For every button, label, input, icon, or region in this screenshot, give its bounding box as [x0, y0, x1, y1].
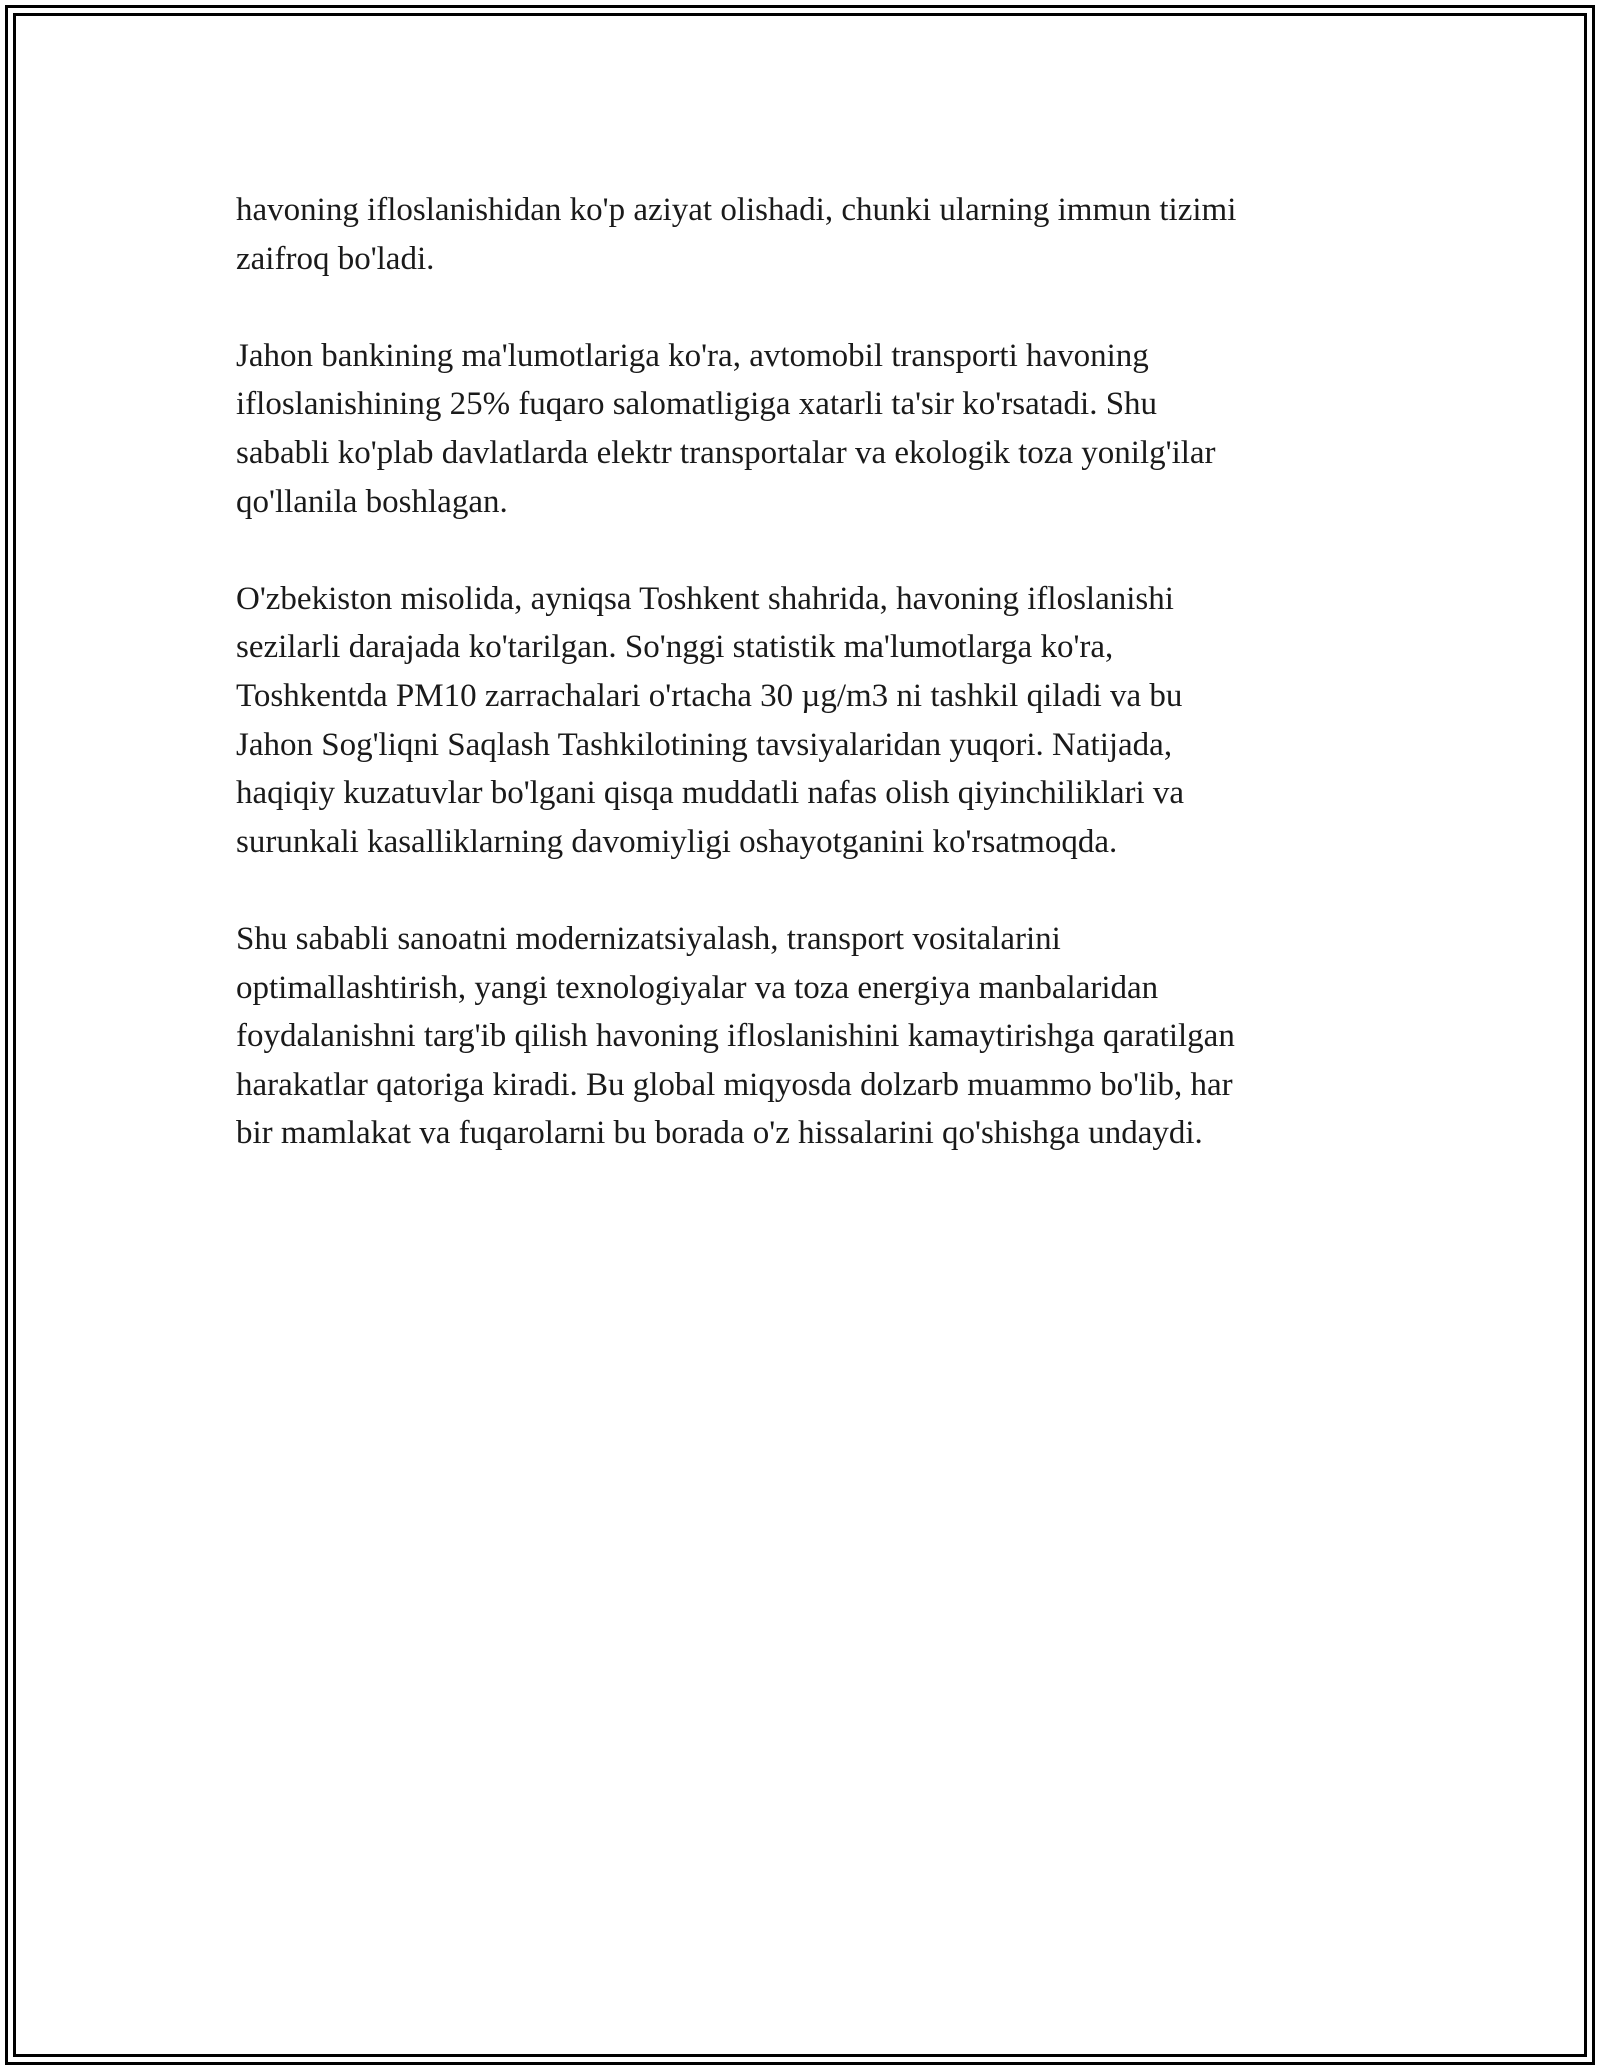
text-line: surunkali kasalliklarning davomiyligi oshayotganini ko'rsatmoqda.	[236, 823, 1118, 860]
paragraph-2	[236, 332, 1376, 526]
document-body	[236, 186, 1376, 1206]
text-line: O'zbekiston misolida, ayniqsa Toshkent shahrida, havoning ifloslanishi	[236, 580, 1174, 617]
text-line: ifloslanishining 25% fuqaro salomatligiga xatarli ta'sir ko'rsatadi. Shu	[236, 386, 1158, 423]
text-line: foydalanishni targ'ib qilish havoning ifloslanishini kamaytirishga qaratilgan	[236, 1018, 1235, 1055]
text-line: Toshkentda PM10 zarrachalari o'rtacha 30 µg/m3 ni tashkil qiladi va bu	[236, 677, 1183, 714]
text-line: haqiqiy kuzatuvlar bo'lgani qisqa muddatli nafas olish qiyinchiliklari va	[236, 775, 1185, 812]
paragraph-3	[236, 575, 1376, 867]
text-line: havoning ifloslanishidan ko'p aziyat olishadi, chunki ularning immun tizimi	[236, 192, 1237, 228]
text-line: sezilarli darajada ko'tarilgan. So'nggi statistik ma'lumotlarga ko'ra,	[236, 629, 1114, 666]
text-line: Jahon bankining ma'lumotlariga ko'ra, avtomobil transporti havoning	[236, 337, 1149, 374]
text-line: harakatlar qatoriga kiradi. Bu global miqyosda dolzarb muammo bo'lib, har	[236, 1066, 1233, 1103]
paragraph-1	[236, 186, 1376, 283]
text-line: Shu sababli sanoatni modernizatsiyalash, transport vositalarini	[236, 920, 1061, 957]
text-line: bir mamlakat va fuqarolarni bu borada o'z hissalarini qo'shishga undaydi.	[236, 1115, 1203, 1152]
text-line: qo'llanila boshlagan.	[236, 483, 508, 520]
paragraph-4	[236, 915, 1376, 1158]
text-line: Jahon Sog'liqni Saqlash Tashkilotining tavsiyalaridan yuqori. Natijada,	[236, 726, 1173, 763]
text-line: sababli ko'plab davlatlarda elektr transportalar va ekologik toza yonilg'ilar	[236, 434, 1216, 471]
text-line: optimallashtirish, yangi texnologiyalar va toza energiya manbalaridan	[236, 969, 1159, 1006]
text-line: zaifroq bo'ladi.	[236, 240, 435, 277]
